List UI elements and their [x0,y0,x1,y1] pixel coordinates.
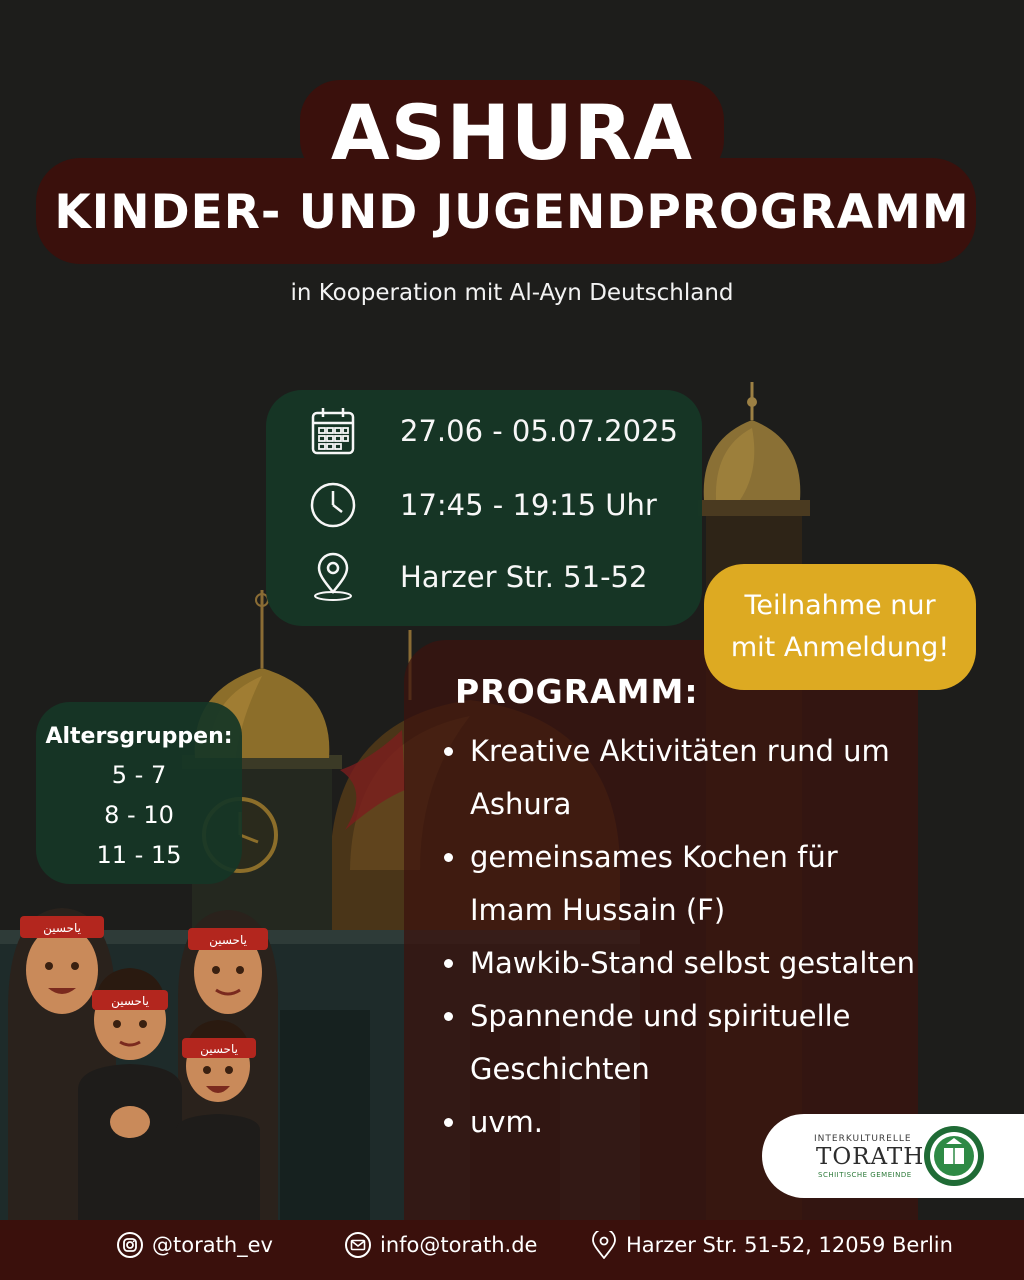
age-group-item: 8 - 10 [104,801,174,829]
registration-line-2: mit Anmeldung! [730,632,950,663]
torath-logo [762,1114,1024,1198]
cooperation-note: in Kooperation mit Al-Ayn Deutschland [290,280,734,306]
logo-name: TORATH [816,1144,925,1170]
bullet-icon [444,959,453,968]
headband-text: ياحسين [209,933,247,947]
footer-instagram[interactable] [116,1220,273,1270]
headband-text: ياحسين [43,921,81,935]
email-address: info@torath.de [380,1233,538,1257]
logo-subtext: SCHIITISCHE GEMEINDE [818,1171,912,1179]
list-item: Kreative Aktivitäten rund um Ashura [444,725,924,831]
time-row [306,478,657,532]
page-subtitle: KINDER- UND JUGENDPROGRAMM [54,185,970,240]
bullet-icon [444,747,453,756]
registration-line-1: Teilnahme nur [744,590,936,621]
location-pin-icon [306,550,360,604]
age-groups-box [36,702,242,884]
program-title: PROGRAMM: [455,672,699,711]
logo-emblem-icon [922,1124,986,1188]
instagram-icon [116,1231,144,1259]
page-title: ASHURA [330,88,694,177]
age-group-item: 5 - 7 [111,761,167,789]
list-item: Mawkib-Stand selbst gestalten [444,937,924,990]
bullet-icon [444,1012,453,1021]
bullet-icon [444,1118,453,1127]
age-groups-title: Altersgruppen: [45,724,233,749]
footer-bar [0,1220,1024,1280]
bullet-icon [444,853,453,862]
program-list [444,725,924,1149]
footer-address [590,1220,953,1270]
list-item: gemeinsames Kochen für Imam Hussain (F) [444,831,924,937]
event-date: 27.06 - 05.07.2025 [400,414,678,448]
headband-text: ياحسين [200,1042,238,1056]
email-icon [344,1231,372,1259]
footer-email[interactable] [344,1220,537,1270]
children-illustration [0,890,290,1220]
event-time: 17:45 - 19:15 Uhr [400,488,657,522]
event-location: Harzer Str. 51-52 [400,560,648,594]
clock-icon [306,478,360,532]
instagram-handle: @torath_ev [152,1233,273,1257]
logo-top-text: INTERKULTURELLE [814,1134,912,1144]
event-details-box [266,390,702,626]
list-item: Spannende und spirituelle Geschichten [444,990,924,1096]
address-text: Harzer Str. 51-52, 12059 Berlin [626,1233,953,1257]
registration-badge [704,564,976,690]
headband-text: ياحسين [111,994,149,1008]
location-row [306,550,647,604]
calendar-icon [306,404,360,458]
date-row [306,404,678,458]
location-pin-icon [590,1231,618,1259]
list-item: uvm. [444,1096,924,1149]
age-group-item: 11 - 15 [96,841,182,869]
